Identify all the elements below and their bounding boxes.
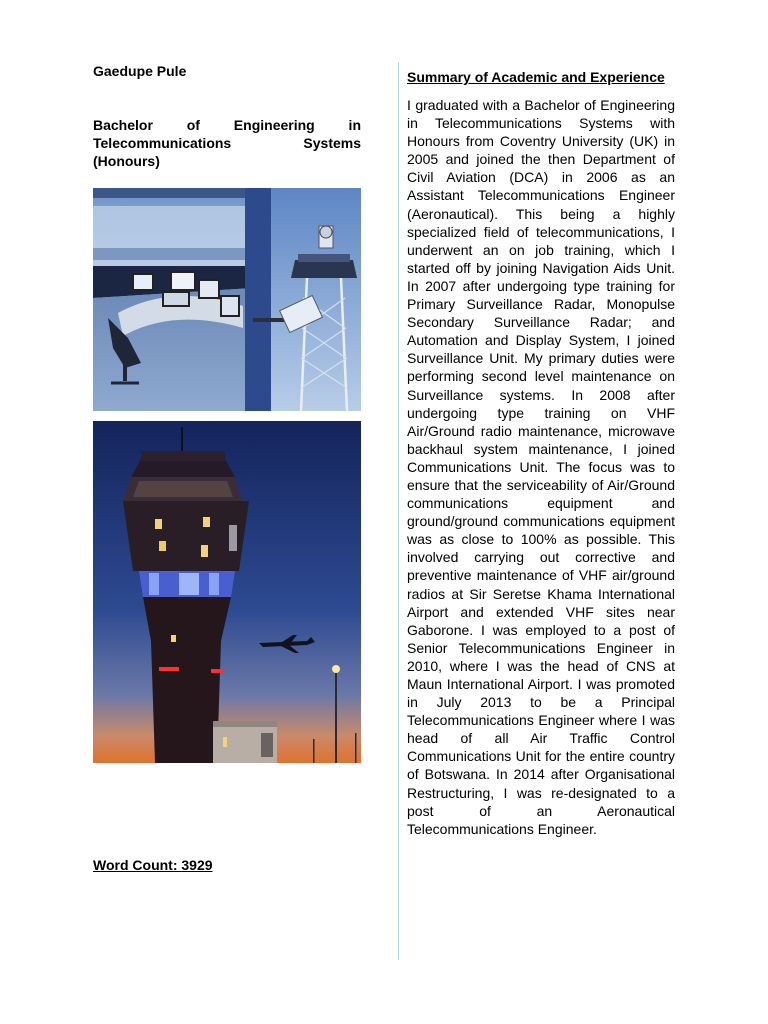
right-column bbox=[407, 68, 675, 838]
control-tower-interior-image bbox=[93, 188, 361, 411]
tower-at-dusk-photo bbox=[93, 421, 361, 763]
author-name: Gaedupe Pule bbox=[93, 63, 187, 79]
summary-heading: Summary of Academic and Experience bbox=[407, 69, 665, 85]
control-room-photo bbox=[93, 188, 361, 411]
degree-title: Bachelor of Engineering in Telecommunications Systems (Honours) bbox=[93, 117, 361, 169]
word-count: Word Count: 3929 bbox=[93, 857, 213, 873]
left-column bbox=[93, 62, 361, 170]
control-tower-exterior-image bbox=[93, 421, 361, 763]
summary-body: I graduated with a Bachelor of Engineering in Telecommunications Systems with Honours from Coventry University (UK) in 2005 and joined the then Department of Civil Aviation (DCA) in 2006 as an Assistant Telecommunications Engineer (Aeronautical). This being a highly specialized field of telecommunications, I underwent an on job training, which I started off by joining Navigation Aids Unit. In 2007 after undergoing type training for Primary Surveillance Radar, Monopulse Secondary Surveillance Radar; and Automation and Display System, I joined Surveillance Unit. My primary duties were performing second level maintenance on Surveillance systems. In 2008 after undergoing type training on VHF Air/Ground radio maintenance, microwave backhaul system maintenance, I joined Communications Unit. The focus was to ensure that the serviceability of Air/Ground communications equipment and ground/ground communications equipment was as close to 100% as possible. This involved carrying out corrective and preventive maintenance of VHF air/ground radios at Sir Seretse Khama International Airport and extended VHF sites near Gaborone. I was employed to a post of Senior Telecommunications Engineer in 2010, where I was the head of CNS at Maun International Airport. I was promoted in July 2013 to be a Principal Telecommunications Engineer where I was head of all Air Traffic Control Communications Unit for the entire country of Botswana. In 2014 after Organisational Restructuring, I was re-designated to a post of an Aeronautical Telecommunications Engineer. bbox=[407, 97, 675, 837]
column-divider bbox=[398, 62, 399, 960]
